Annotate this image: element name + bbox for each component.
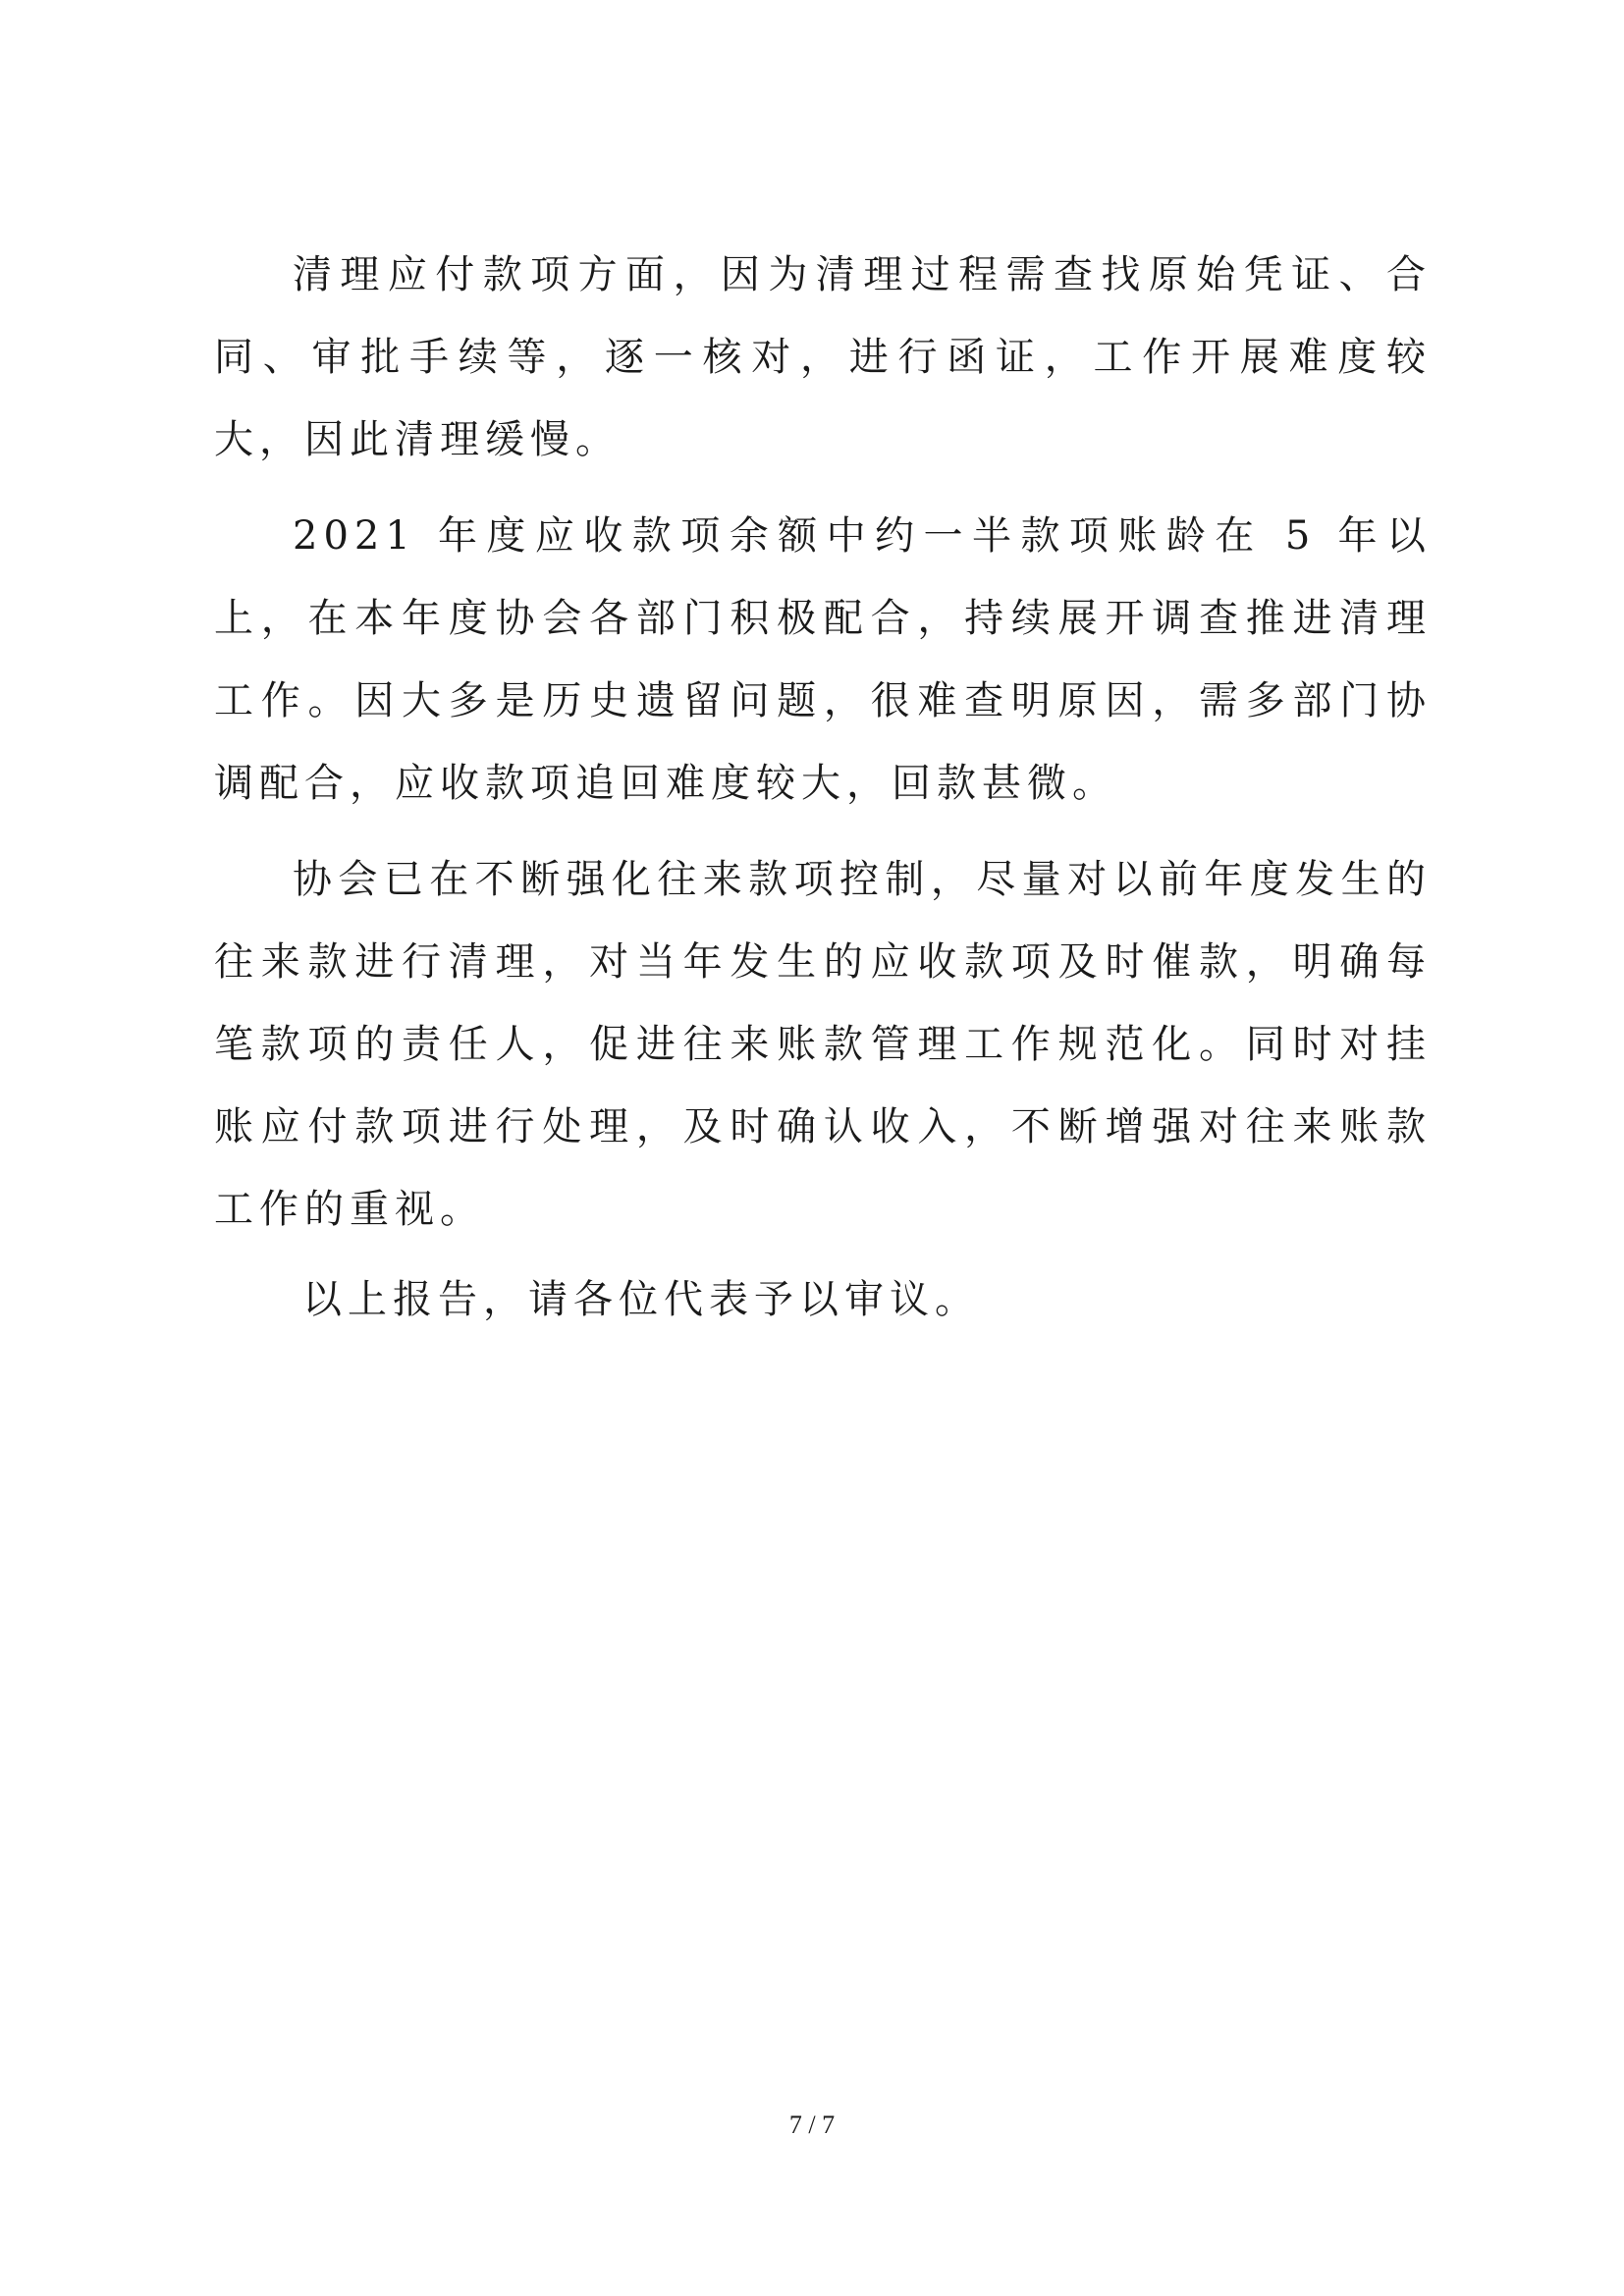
closing-statement: 以上报告，请各位代表予以审议。: [302, 1277, 980, 1322]
paragraph-payables-cleanup: 清理应付款项方面，因为清理过程需查找原始凭证、合同、审批手续等，逐一核对，进行函证，工作开展难度较大，因此清理缓慢。: [214, 252, 1432, 462]
paragraph-account-control: 协会已在不断强化往来款项控制，尽量对以前年度发生的往来款进行清理，对当年发生的应收款项及时催款，明确每笔款项的责任人，促进往来账款管理工作规范化。同时对挂账应付款项进行处理，及时确认收入，不断增强对往来账款工作的重视。: [214, 857, 1432, 1232]
paragraph-receivables-aging: 2021 年度应收款项余额中约一半款项账龄在 5 年以上，在本年度协会各部门积极配合，持续展开调查推进清理工作。因大多是历史遗留问题，很难查明原因，需多部门协调配合，应收款项追回难度较大，回款甚微。: [214, 513, 1432, 806]
page-number: 7 / 7: [788, 2110, 836, 2139]
